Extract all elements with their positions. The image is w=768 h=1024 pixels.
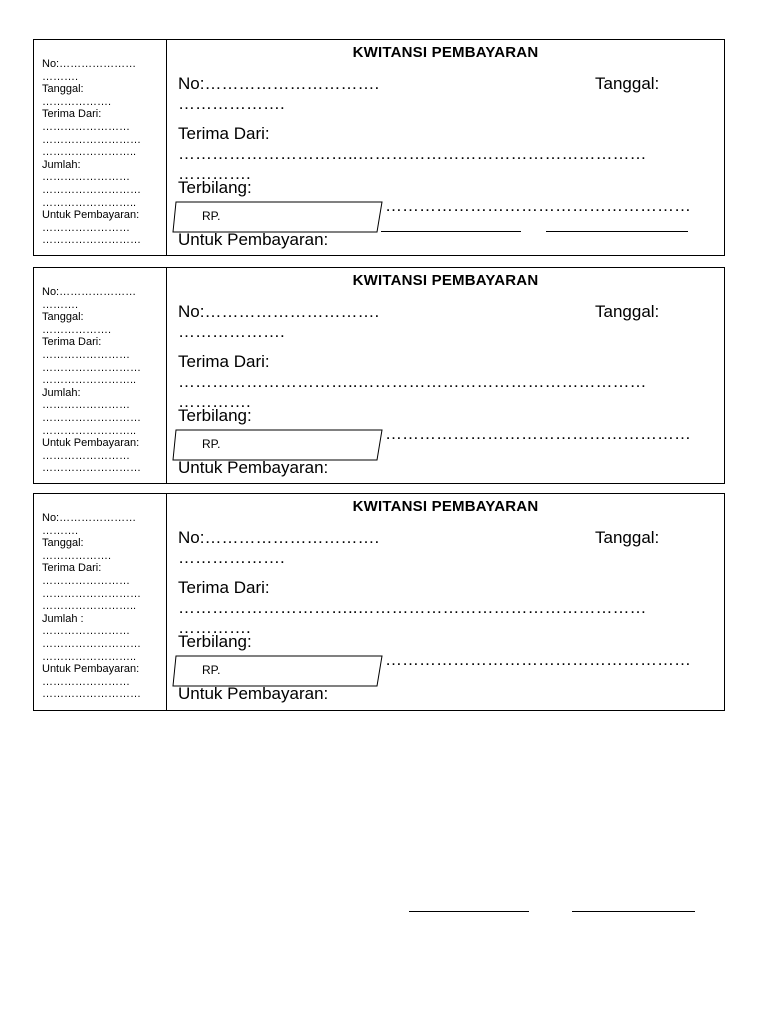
receipt-untuk-pembayaran-label: Untuk Pembayaran: <box>178 684 329 703</box>
stub-untuk-dots: ……………………… <box>42 688 141 701</box>
stub-jumlah-dots: …………………… <box>42 625 130 638</box>
stub-terima-dots: …………………… <box>42 348 130 361</box>
receipt-stub <box>34 494 167 710</box>
receipt-terima-dari-label: Terima Dari: <box>178 352 270 371</box>
stub-terima-dots: …………………… <box>42 574 130 587</box>
stub-terima-dots: ……………………… <box>42 587 141 600</box>
stub-no: No:………………… <box>42 512 137 524</box>
receipt-terima-dots: …………………………..…………………………………………… <box>178 598 647 617</box>
stub-jumlah-dots: ……………………… <box>42 411 141 424</box>
stub-tanggal-dots: ………………. <box>42 323 112 336</box>
stub-tanggal: Tanggal: <box>42 537 84 550</box>
receipt-tanggal-label: Tanggal: <box>595 74 660 93</box>
stub-tanggal: Tanggal: <box>42 311 84 324</box>
signature-line <box>409 911 529 912</box>
stub-jumlah-dots: ……………………… <box>42 637 141 650</box>
receipt-tanggal-label: Tanggal: <box>595 528 660 547</box>
receipt-terbilang-label: Terbilang: <box>178 406 252 425</box>
receipt-terima-dots: …………. <box>178 392 251 411</box>
receipt-main <box>167 494 724 710</box>
receipt-2 <box>33 267 725 484</box>
stub-untuk-dots: ……………………… <box>42 462 141 475</box>
receipt-tanggal-dots: ………………. <box>178 548 285 567</box>
receipt-title: KWITANSI PEMBAYARAN <box>352 272 539 289</box>
rp-amount-box <box>172 655 383 687</box>
stub-terima-dari: Terima Dari: <box>42 336 102 349</box>
stub-untuk-dots: …………………… <box>42 449 130 462</box>
receipt-no-field: No:…………………………. <box>178 302 380 321</box>
receipt-tanggal-dots: ………………. <box>178 322 285 341</box>
stub-jumlah-dots: …………………….. <box>42 650 137 663</box>
stub-untuk-pembayaran: Untuk Pembayaran: <box>42 663 140 676</box>
stub-untuk-dots: ……………………… <box>42 234 141 247</box>
stub-terima-dots: …………………….. <box>42 146 137 159</box>
receipt-untuk-pembayaran-label: Untuk Pembayaran: <box>178 458 329 477</box>
receipt-no-field: No:…………………………. <box>178 74 380 93</box>
receipt-stub <box>34 40 167 255</box>
receipt-terbilang-dots: ……………………………………………… <box>385 650 691 669</box>
stub-jumlah-dots: …………………….. <box>42 196 137 209</box>
stub-untuk-pembayaran: Untuk Pembayaran: <box>42 437 140 450</box>
stub-terima-dari: Terima Dari: <box>42 562 102 575</box>
stub-tanggal-dots: ………………. <box>42 549 112 562</box>
stub-no-dots: ………. <box>42 298 79 311</box>
stub-jumlah-dots: ……………………… <box>42 183 141 196</box>
rp-label: RP. <box>202 437 221 451</box>
stub-terima-dots: …………………….. <box>42 600 137 613</box>
signature-line <box>572 911 695 912</box>
rp-label: RP. <box>202 209 221 223</box>
receipt-terima-dots: …………………………..…………………………………………… <box>178 144 647 163</box>
receipt-untuk-pembayaran-label: Untuk Pembayaran: <box>178 230 329 249</box>
stub-jumlah-dots: …………………….. <box>42 424 137 437</box>
receipt-terima-dots: …………. <box>178 164 251 183</box>
receipt-stub <box>34 268 167 483</box>
stub-terima-dots: ……………………… <box>42 361 141 374</box>
rp-label: RP. <box>202 663 221 677</box>
stub-no: No:………………… <box>42 58 137 70</box>
receipt-no-field: No:…………………………. <box>178 528 380 547</box>
rp-amount-box <box>172 201 383 233</box>
stub-terima-dots: ……………………… <box>42 133 141 146</box>
receipt-terbilang-dots: ……………………………………………… <box>385 424 691 443</box>
stub-jumlah: Jumlah: <box>42 158 81 171</box>
stub-jumlah-dots: …………………… <box>42 399 130 412</box>
stub-jumlah: Jumlah: <box>42 386 81 399</box>
stub-untuk-pembayaran: Untuk Pembayaran: <box>42 209 140 222</box>
receipt-terima-dari-label: Terima Dari: <box>178 124 270 143</box>
receipt-tanggal-label: Tanggal: <box>595 302 660 321</box>
stub-tanggal: Tanggal: <box>42 83 84 96</box>
receipt-terbilang-label: Terbilang: <box>178 632 252 651</box>
receipt-tanggal-dots: ………………. <box>178 94 285 113</box>
stub-terima-dots: …………………… <box>42 120 130 133</box>
stub-no: No:………………… <box>42 286 137 298</box>
receipt-title: KWITANSI PEMBAYARAN <box>352 498 539 515</box>
receipt-1 <box>33 39 725 256</box>
receipt-terbilang-label: Terbilang: <box>178 178 252 197</box>
receipt-terima-dari-label: Terima Dari: <box>178 578 270 597</box>
stub-untuk-dots: …………………… <box>42 221 130 234</box>
stub-jumlah-dots: …………………… <box>42 171 130 184</box>
stub-untuk-dots: …………………… <box>42 675 130 688</box>
receipt-3 <box>33 493 725 711</box>
stub-no-dots: ………. <box>42 524 79 537</box>
stub-jumlah: Jumlah : <box>42 612 84 625</box>
receipt-terima-dots: …………. <box>178 618 251 637</box>
stub-no-dots: ………. <box>42 70 79 83</box>
stub-terima-dots: …………………….. <box>42 374 137 387</box>
signature-line <box>546 231 688 232</box>
stub-tanggal-dots: ………………. <box>42 95 112 108</box>
stub-terima-dari: Terima Dari: <box>42 108 102 121</box>
receipt-main <box>167 268 724 483</box>
receipt-terbilang-dots: ……………………………………………… <box>385 196 691 215</box>
receipt-main <box>167 40 724 255</box>
receipt-title: KWITANSI PEMBAYARAN <box>352 44 539 61</box>
signature-line <box>381 231 521 232</box>
receipt-terima-dots: …………………………..…………………………………………… <box>178 372 647 391</box>
rp-amount-box <box>172 429 383 461</box>
